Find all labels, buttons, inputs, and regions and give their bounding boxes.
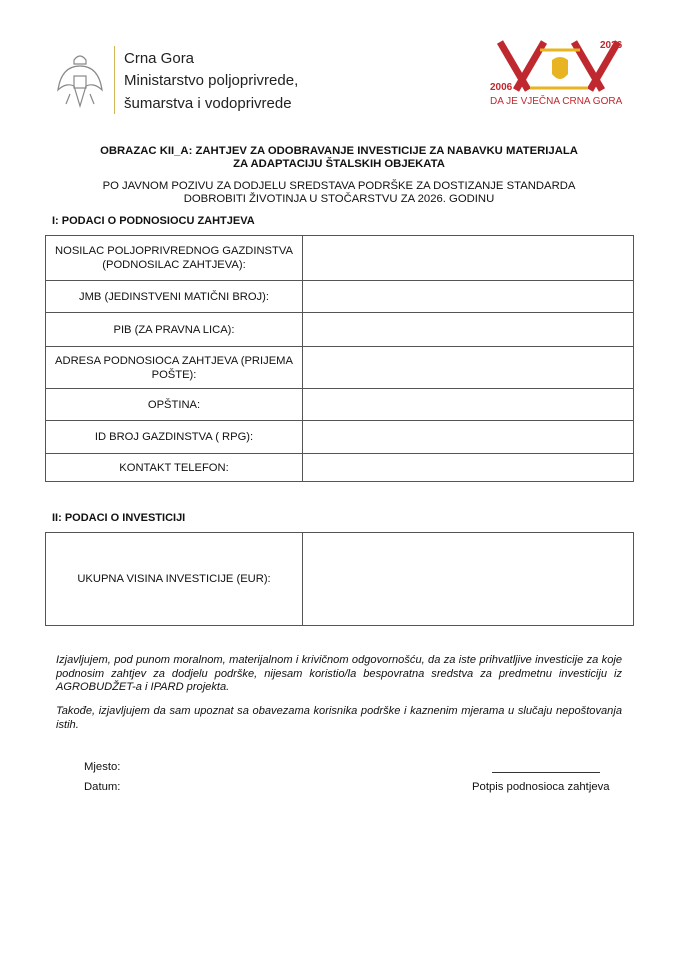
rpg-id-input[interactable] [303, 421, 634, 454]
form-title [45, 145, 633, 171]
signature-line[interactable] [492, 772, 600, 773]
pib-input[interactable] [303, 313, 634, 347]
svg-text:2026: 2026 [600, 40, 623, 51]
label-phone: KONTAKT TELEFON: [46, 454, 303, 482]
form-subtitle-line1: PO JAVNOM POZIVU ZA DODJELU SREDSTAVA PODRŠKE ZA DOSTIZANJE STANDARDA [102, 180, 576, 192]
ministry-name-line1: Ministarstvo poljoprivrede, [124, 72, 299, 89]
municipality-input[interactable] [303, 389, 634, 421]
header-divider [114, 46, 115, 114]
form-title-line1: OBRAZAC KII_A: ZAHTJEV ZA ODOBRAVANJE INVESTICIJE ZA NABAVKU MATERIJALA [100, 145, 578, 157]
form-subtitle-line2: DOBROBITI ŽIVOTINJA U STOČARSTVU ZA 2026. GODINU [183, 193, 495, 205]
ministry-name-line2: šumarstva i vodoprivrede [124, 95, 292, 112]
coat-of-arms-icon [56, 50, 104, 112]
svg-text:2006: 2006 [490, 82, 513, 93]
label-rpg-id: ID BROJ GAZDINSTVA ( RPG): [46, 421, 303, 454]
declaration-paragraph-2: Takođe, izjavljujem da sam upoznat sa obavezama korisnika podrške i kaznenim mjerama u slučaju nepoštovanja istih. [56, 705, 622, 731]
declaration-paragraph-1: Izjavljujem, pod punom moralnom, materijalnom i krivičnom odgovornošću, da za iste prihvatljive investicije za koje podnosim zahtjev za dodjelu podrške, nijesam koristio/la bespovratna sredstva za predmetnu investiciju iz AGROBUDŽET-a i IPARD projekta. [56, 654, 622, 693]
country-name: Crna Gora [124, 50, 195, 67]
phone-input[interactable] [303, 454, 634, 482]
total-investment-input[interactable] [303, 533, 634, 626]
label-jmb: JMB (JEDINSTVENI MATIČNI BROJ): [46, 281, 303, 313]
xx-emblem-icon [488, 38, 636, 112]
label-municipality: OPŠTINA: [46, 389, 303, 421]
signature-label: Potpis podnosioca zahtjeva [472, 781, 610, 793]
address-input[interactable] [303, 347, 634, 389]
section1-heading: I: PODACI O PODNOSIOCU ZAHTJEVA [52, 215, 255, 227]
svg-text:DA JE VJEČNA CRNA GORA: DA JE VJEČNA CRNA GORA [490, 96, 623, 107]
applicant-table [45, 235, 634, 482]
form-subtitle [45, 180, 633, 206]
label-pib: PIB (ZA PRAVNA LICA): [46, 313, 303, 347]
form-title-line2: ZA ADAPTACIJU ŠTALSKIH OBJEKATA [233, 158, 445, 170]
label-holder: NOSILAC POLJOPRIVREDNOG GAZDINSTVA (PODNOSILAC ZAHTJEVA): [46, 236, 303, 281]
date-label: Datum: [84, 781, 121, 793]
label-total-investment: UKUPNA VISINA INVESTICIJE (EUR): [46, 533, 303, 626]
section2-heading: II: PODACI O INVESTICIJI [52, 512, 186, 524]
jmb-input[interactable] [303, 281, 634, 313]
holder-input[interactable] [303, 236, 634, 281]
investment-table [45, 532, 634, 626]
place-label: Mjesto: [84, 761, 121, 773]
label-address: ADRESA PODNOSIOCA ZAHTJEVA (PRIJEMA POŠTE): [46, 347, 303, 389]
anniversary-logo [488, 38, 636, 112]
